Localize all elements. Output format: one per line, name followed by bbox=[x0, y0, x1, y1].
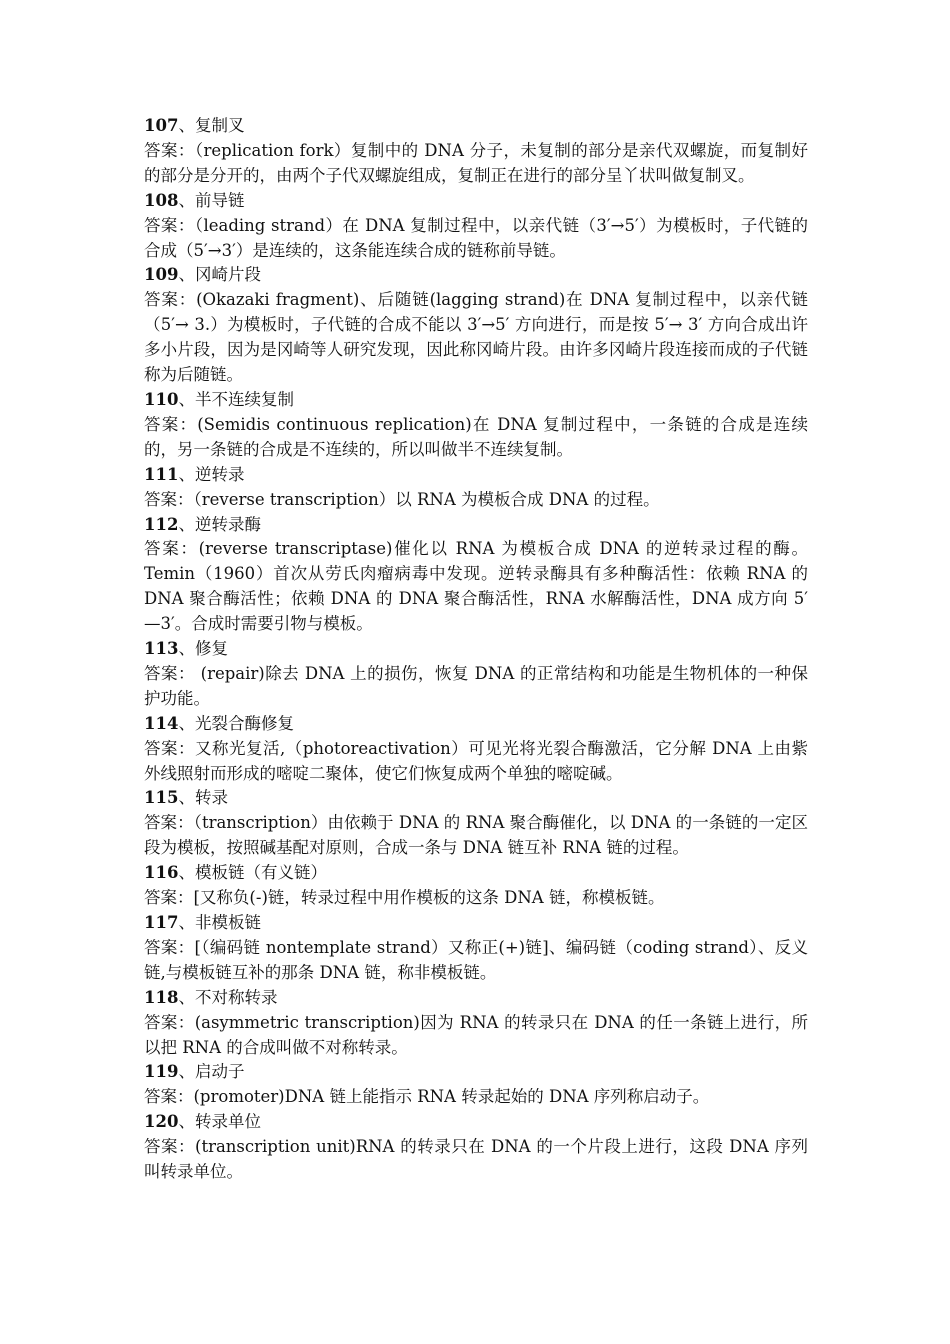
entry-number: 118 bbox=[144, 987, 179, 1007]
entry-term: 、逆转录 bbox=[178, 464, 245, 484]
entry-120 bbox=[144, 1110, 808, 1185]
entry-number: 119 bbox=[144, 1062, 179, 1082]
entry-heading bbox=[144, 1060, 808, 1085]
entry-heading bbox=[144, 986, 808, 1011]
entry-term: 、逆转录酶 bbox=[178, 514, 261, 534]
entry-116 bbox=[144, 861, 808, 911]
entry-heading bbox=[144, 513, 808, 538]
entry-heading bbox=[144, 786, 808, 811]
entry-answer: 答案：（transcription）由依赖于 DNA 的 RNA 聚合酶催化，以 DNA 的一条链的一定区段为模板，按照碱基配对原则，合成一条与 DNA 链互补 RNA 链的过程。 bbox=[144, 813, 808, 858]
entry-number: 110 bbox=[144, 389, 179, 409]
entry-term: 、前导链 bbox=[178, 190, 245, 210]
entry-heading bbox=[144, 189, 808, 214]
entry-number: 107 bbox=[144, 116, 179, 135]
entry-heading bbox=[144, 263, 808, 288]
entry-number: 109 bbox=[144, 265, 179, 285]
entry-term: 、光裂合酶修复 bbox=[178, 713, 294, 733]
entry-answer: 答案：[（编码链 nontemplate strand）又称正(+)链]、编码链（coding strand）、反义链,与模板链互补的那条 DNA 链，称非模板链。 bbox=[144, 937, 808, 982]
entry-number: 113 bbox=[144, 639, 179, 659]
entry-heading bbox=[144, 388, 808, 413]
entry-110 bbox=[144, 388, 808, 463]
entry-111 bbox=[144, 463, 808, 513]
document-page bbox=[144, 114, 808, 1185]
entry-number: 116 bbox=[144, 863, 179, 883]
entry-term: 、模板链（有义链） bbox=[178, 863, 327, 883]
entry-119 bbox=[144, 1060, 808, 1110]
entry-answer: 答案：(Okazaki fragment)、后随链(lagging strand)在 DNA 复制过程中，以亲代链（5′→ 3.）为模板时，子代链的合成不能以 3′→5′ 方向进行，而是按 5′→ 3′ 方向合成出许多小片段，因为是冈崎等人研究发现，因此称冈崎片段。由许多冈崎片段连接而成的子代链称为后随链。 bbox=[144, 290, 808, 385]
entry-number: 108 bbox=[144, 190, 179, 210]
entry-number: 111 bbox=[144, 464, 179, 484]
entry-answer: 答案：(asymmetric transcription)因为 RNA 的转录只在 DNA 的任一条链上进行，所以把 RNA 的合成叫做不对称转录。 bbox=[144, 1012, 808, 1057]
entry-117 bbox=[144, 911, 808, 986]
entry-heading bbox=[144, 1110, 808, 1135]
entry-term: 、启动子 bbox=[178, 1062, 245, 1082]
entry-114 bbox=[144, 712, 808, 787]
entry-term: 、转录单位 bbox=[178, 1112, 261, 1132]
entry-term: 、冈崎片段 bbox=[178, 265, 261, 285]
entry-number: 120 bbox=[144, 1112, 179, 1132]
entry-heading bbox=[144, 114, 808, 139]
entry-answer: 答案： (repair)除去 DNA 上的损伤，恢复 DNA 的正常结构和功能是生物机体的一种保护功能。 bbox=[144, 663, 808, 708]
entry-number: 115 bbox=[144, 788, 179, 808]
entry-term: 、不对称转录 bbox=[178, 987, 278, 1007]
entry-number: 117 bbox=[144, 913, 179, 932]
entry-answer: 答案：(promoter)DNA 链上能指示 RNA 转录起始的 DNA 序列称启动子。 bbox=[144, 1087, 710, 1107]
entry-answer: 答案：（reverse transcription）以 RNA 为模板合成 DNA 的过程。 bbox=[144, 489, 660, 509]
entry-answer: 答案：(Semidis continuous replication)在 DNA 复制过程中，一条链的合成是连续的，另一条链的合成是不连续的，所以叫做半不连续复制。 bbox=[144, 414, 808, 459]
entry-term: 、非模板链 bbox=[178, 913, 261, 932]
entry-heading bbox=[144, 637, 808, 662]
entry-107 bbox=[144, 114, 808, 189]
entry-answer: 答案：(reverse transcriptase)催化以 RNA 为模板合成 DNA 的逆转录过程的酶。Temin（1960）首次从劳氏肉瘤病毒中发现。逆转录酶具有多种酶活性：依赖 RNA 的 DNA 聚合酶活性；依赖 DNA 的 DNA 聚合酶活性，RNA 水解酶活性，DNA 成方向 5′—3′。合成时需要引物与模板。 bbox=[144, 539, 808, 634]
entry-answer: 答案：[又称负(-)链，转录过程中用作模板的这条 DNA 链，称模板链。 bbox=[144, 888, 665, 908]
entry-term: 、复制叉 bbox=[178, 116, 245, 135]
entry-answer: 答案：（leading strand）在 DNA 复制过程中，以亲代链（3′→5′）为模板时，子代链的合成（5′→3′）是连续的，这条能连续合成的链称前导链。 bbox=[144, 215, 808, 260]
entry-heading bbox=[144, 712, 808, 737]
entry-118 bbox=[144, 986, 808, 1061]
entry-112 bbox=[144, 513, 808, 638]
entry-number: 112 bbox=[144, 514, 179, 534]
entry-heading bbox=[144, 463, 808, 488]
entry-heading bbox=[144, 861, 808, 886]
entry-108 bbox=[144, 189, 808, 264]
entry-term: 、转录 bbox=[178, 788, 228, 808]
entry-number: 114 bbox=[144, 713, 179, 733]
entry-term: 、修复 bbox=[178, 639, 228, 659]
entry-answer: 答案：（replication fork）复制中的 DNA 分子，未复制的部分是亲代双螺旋，而复制好的部分是分开的，由两个子代双螺旋组成，复制正在进行的部分呈丫状叫做复制叉。 bbox=[144, 140, 808, 185]
entry-term: 、半不连续复制 bbox=[178, 389, 294, 409]
entry-115 bbox=[144, 786, 808, 861]
entry-113 bbox=[144, 637, 808, 712]
entry-answer: 答案：又称光复活,（photoreactivation）可见光将光裂合酶激活，它分解 DNA 上由紫外线照射而形成的嘧啶二聚体，使它们恢复成两个单独的嘧啶碱。 bbox=[144, 738, 808, 783]
entry-109 bbox=[144, 263, 808, 388]
entry-answer: 答案：(transcription unit)RNA 的转录只在 DNA 的一个片段上进行，这段 DNA 序列叫转录单位。 bbox=[144, 1137, 808, 1182]
entry-heading bbox=[144, 911, 808, 936]
